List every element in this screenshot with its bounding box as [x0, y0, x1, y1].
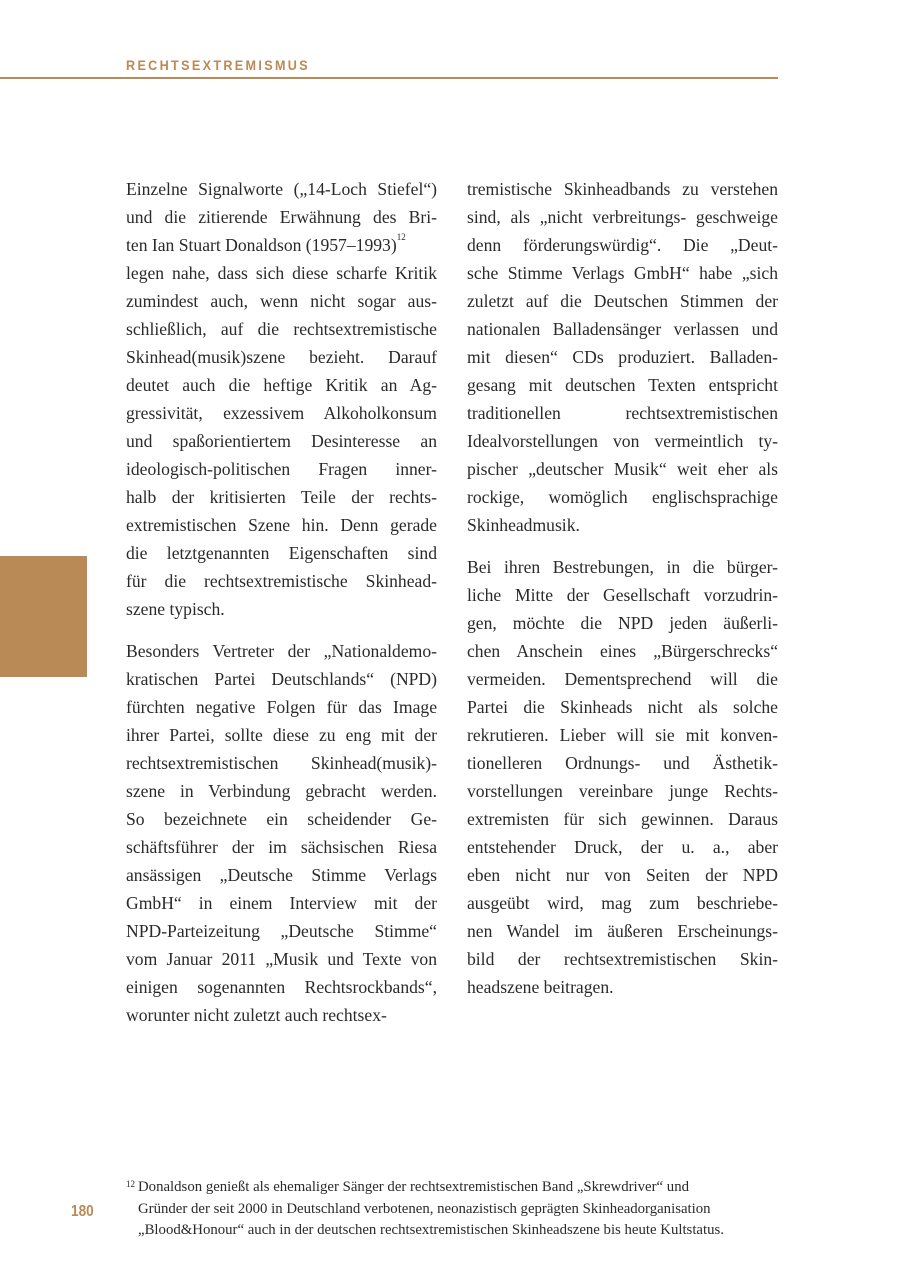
paragraph — [467, 553, 778, 1001]
text-line — [467, 287, 778, 315]
line-text: fürchten negative Folgen für das Image — [126, 697, 437, 717]
line-text: szene in Verbindung gebracht werden. — [126, 781, 437, 801]
paragraph — [126, 175, 437, 623]
line-text: sche Stimme Verlags GmbH“ habe „sich — [467, 263, 778, 283]
line-text: gen, möchte die NPD jeden äußerli- — [467, 613, 778, 633]
text-line — [126, 567, 437, 595]
paragraph — [126, 637, 437, 1029]
text-line — [126, 175, 437, 203]
text-line — [126, 889, 437, 917]
line-text: nen Wandel im äußeren Erscheinungs- — [467, 921, 778, 941]
line-text: Skinhead(musik)szene bezieht. Darauf — [126, 347, 437, 367]
text-line — [126, 861, 437, 889]
text-line — [126, 539, 437, 567]
line-text: traditionellen rechtsextremistischen — [467, 403, 778, 423]
text-line — [467, 917, 778, 945]
line-text: szene typisch. — [126, 599, 225, 619]
text-line — [126, 721, 437, 749]
line-text: denn förderungswürdig“. Die „Deut- — [467, 235, 778, 255]
text-line — [126, 637, 437, 665]
line-text: rekrutieren. Lieber will sie mit konven- — [467, 725, 778, 745]
text-line — [126, 343, 437, 371]
line-text: rechtsextremistischen Skinhead(musik)- — [126, 753, 437, 773]
line-text: ten Ian Stuart Donaldson (1957–1993) — [126, 235, 397, 255]
text-line — [126, 833, 437, 861]
text-line — [467, 833, 778, 861]
line-text: ihrer Partei, sollte diese zu eng mit der — [126, 725, 437, 745]
line-text: Einzelne Signalworte („14-Loch Stiefel“) — [126, 179, 437, 199]
text-line — [126, 203, 437, 231]
text-line — [126, 1001, 437, 1029]
text-line — [467, 665, 778, 693]
text-line — [126, 315, 437, 343]
line-text: chen Anschein eines „Bürgerschrecks“ — [467, 641, 778, 661]
text-line — [467, 399, 778, 427]
line-text: GmbH“ in einem Interview mit der — [126, 893, 437, 913]
text-line — [467, 973, 778, 1001]
text-line — [467, 889, 778, 917]
line-text: rockige, womöglich englischsprachige — [467, 487, 778, 507]
line-text: entstehender Druck, der u. a., aber — [467, 837, 778, 857]
footnote-text: Donaldson genießt als ehemaliger Sänger der rechtsextremistischen Band „Skrewdriver“ und — [138, 1179, 690, 1195]
text-line — [467, 483, 778, 511]
footnote-number: 12 — [126, 1179, 135, 1189]
running-header: RECHTSEXTREMISMUS — [126, 57, 310, 73]
text-line — [126, 749, 437, 777]
line-text: So bezeichnete ein scheidender Ge- — [126, 809, 437, 829]
line-text: bild der rechtsextremistischen Skin- — [467, 949, 778, 969]
line-text: Skinheadmusik. — [467, 515, 580, 535]
text-line — [126, 371, 437, 399]
text-line — [467, 637, 778, 665]
text-line — [467, 945, 778, 973]
line-text: schäftsführer der im sächsischen Riesa — [126, 837, 437, 857]
line-text: Besonders Vertreter der „Nationaldemo- — [126, 641, 437, 661]
line-text: die letztgenannten Eigenschaften sind — [126, 543, 437, 563]
text-line — [467, 231, 778, 259]
text-line — [467, 581, 778, 609]
line-text: ideologisch-politischen Fragen inner- — [126, 459, 437, 479]
text-line — [467, 315, 778, 343]
line-text: und spaßorientiertem Desinteresse an — [126, 431, 437, 451]
margin-color-block — [0, 556, 87, 677]
text-line — [126, 231, 437, 259]
text-line — [126, 777, 437, 805]
text-line — [467, 371, 778, 399]
footnote-text: „Blood&Honour“ auch in der deutschen rechtsextremistischen Skinheadszene bis heute Kultstatus. — [138, 1222, 724, 1238]
line-text: tionelleren Ordnungs- und Ästhetik- — [467, 753, 778, 773]
paragraph — [467, 175, 778, 539]
line-text: liche Mitte der Gesellschaft vorzudrin- — [467, 585, 778, 605]
line-text: eben nicht nur von Seiten der NPD — [467, 865, 778, 885]
left-text-column — [126, 175, 437, 1043]
line-text: sind, als „nicht verbreitungs- geschweige — [467, 207, 778, 227]
line-text: für die rechtsextremistische Skinhead- — [126, 571, 437, 591]
line-text: pischer „deutscher Musik“ weit eher als — [467, 459, 778, 479]
text-line — [467, 427, 778, 455]
text-line — [126, 399, 437, 427]
text-line — [126, 693, 437, 721]
text-line — [467, 343, 778, 371]
text-line — [467, 553, 778, 581]
footnote-line — [126, 1220, 826, 1242]
line-text: ausgeübt wird, mag zum beschriebe- — [467, 893, 778, 913]
text-line — [126, 973, 437, 1001]
text-line — [467, 259, 778, 287]
line-text: zumindest auch, wenn nicht sogar aus- — [126, 291, 437, 311]
text-line — [467, 861, 778, 889]
line-text: extremisten für sich gewinnen. Daraus — [467, 809, 778, 829]
line-text: Partei die Skinheads nicht als solche — [467, 697, 778, 717]
text-line — [126, 917, 437, 945]
text-line — [467, 805, 778, 833]
text-line — [467, 777, 778, 805]
text-line — [126, 511, 437, 539]
line-text: vom Januar 2011 „Musik und Texte von — [126, 949, 437, 969]
line-text: deutet auch die heftige Kritik an Ag- — [126, 375, 437, 395]
line-text: Bei ihren Bestrebungen, in die bürger- — [467, 557, 778, 577]
text-line — [467, 511, 778, 539]
text-line — [126, 455, 437, 483]
text-line — [126, 945, 437, 973]
text-line — [467, 203, 778, 231]
footnote-text: Gründer der seit 2000 in Deutschland verbotenen, neonazistisch geprägten Skinheadorganisation — [138, 1200, 711, 1217]
text-line — [126, 805, 437, 833]
line-text: vermeiden. Dementsprechend will die — [467, 669, 778, 689]
text-line — [126, 595, 437, 623]
line-text: vorstellungen vereinbare junge Rechts- — [467, 781, 778, 801]
line-text: extremistischen Szene hin. Denn gerade — [126, 515, 437, 535]
line-text: worunter nicht zuletzt auch rechtsex- — [126, 1005, 387, 1025]
text-line — [467, 721, 778, 749]
footnote — [126, 1177, 826, 1242]
line-text: ansässigen „Deutsche Stimme Verlags — [126, 865, 437, 885]
line-text: legen nahe, dass sich diese scharfe Kritik — [126, 263, 437, 283]
line-text: halb der kritisierten Teile der rechts- — [126, 487, 437, 507]
footnote-reference[interactable]: 12 — [396, 232, 406, 242]
text-line — [126, 483, 437, 511]
text-line — [467, 693, 778, 721]
line-text: tremistische Skinheadbands zu verstehen — [467, 179, 778, 199]
line-text: kratischen Partei Deutschlands“ (NPD) — [126, 669, 437, 689]
footnote-line — [126, 1177, 826, 1199]
text-line — [467, 455, 778, 483]
page-number: 180 — [71, 1203, 94, 1220]
text-line — [126, 427, 437, 455]
line-text: und die zitierende Erwähnung des Bri- — [126, 207, 437, 227]
line-text: schließlich, auf die rechtsextremistische — [126, 319, 437, 339]
line-text: NPD-Parteizeitung „Deutsche Stimme“ — [126, 921, 437, 941]
line-text: gressivität, exzessivem Alkoholkonsum — [126, 403, 437, 423]
text-line — [126, 259, 437, 287]
text-line — [126, 665, 437, 693]
footnote-line — [126, 1199, 826, 1221]
line-text: headszene beitragen. — [467, 977, 614, 997]
text-line — [467, 749, 778, 777]
text-line — [467, 609, 778, 637]
header-rule — [0, 77, 778, 79]
line-text: Idealvorstellungen von vermeintlich ty- — [467, 431, 778, 451]
text-line — [467, 175, 778, 203]
line-text: mit diesen“ CDs produziert. Balladen- — [467, 347, 778, 367]
right-text-column — [467, 175, 778, 1015]
line-text: gesang mit deutschen Texten entspricht — [467, 375, 778, 395]
line-text: einigen sogenannten Rechtsrockbands“, — [126, 977, 437, 997]
line-text: nationalen Balladensänger verlassen und — [467, 319, 778, 339]
line-text: zuletzt auf die Deutschen Stimmen der — [467, 291, 778, 311]
text-line — [126, 287, 437, 315]
